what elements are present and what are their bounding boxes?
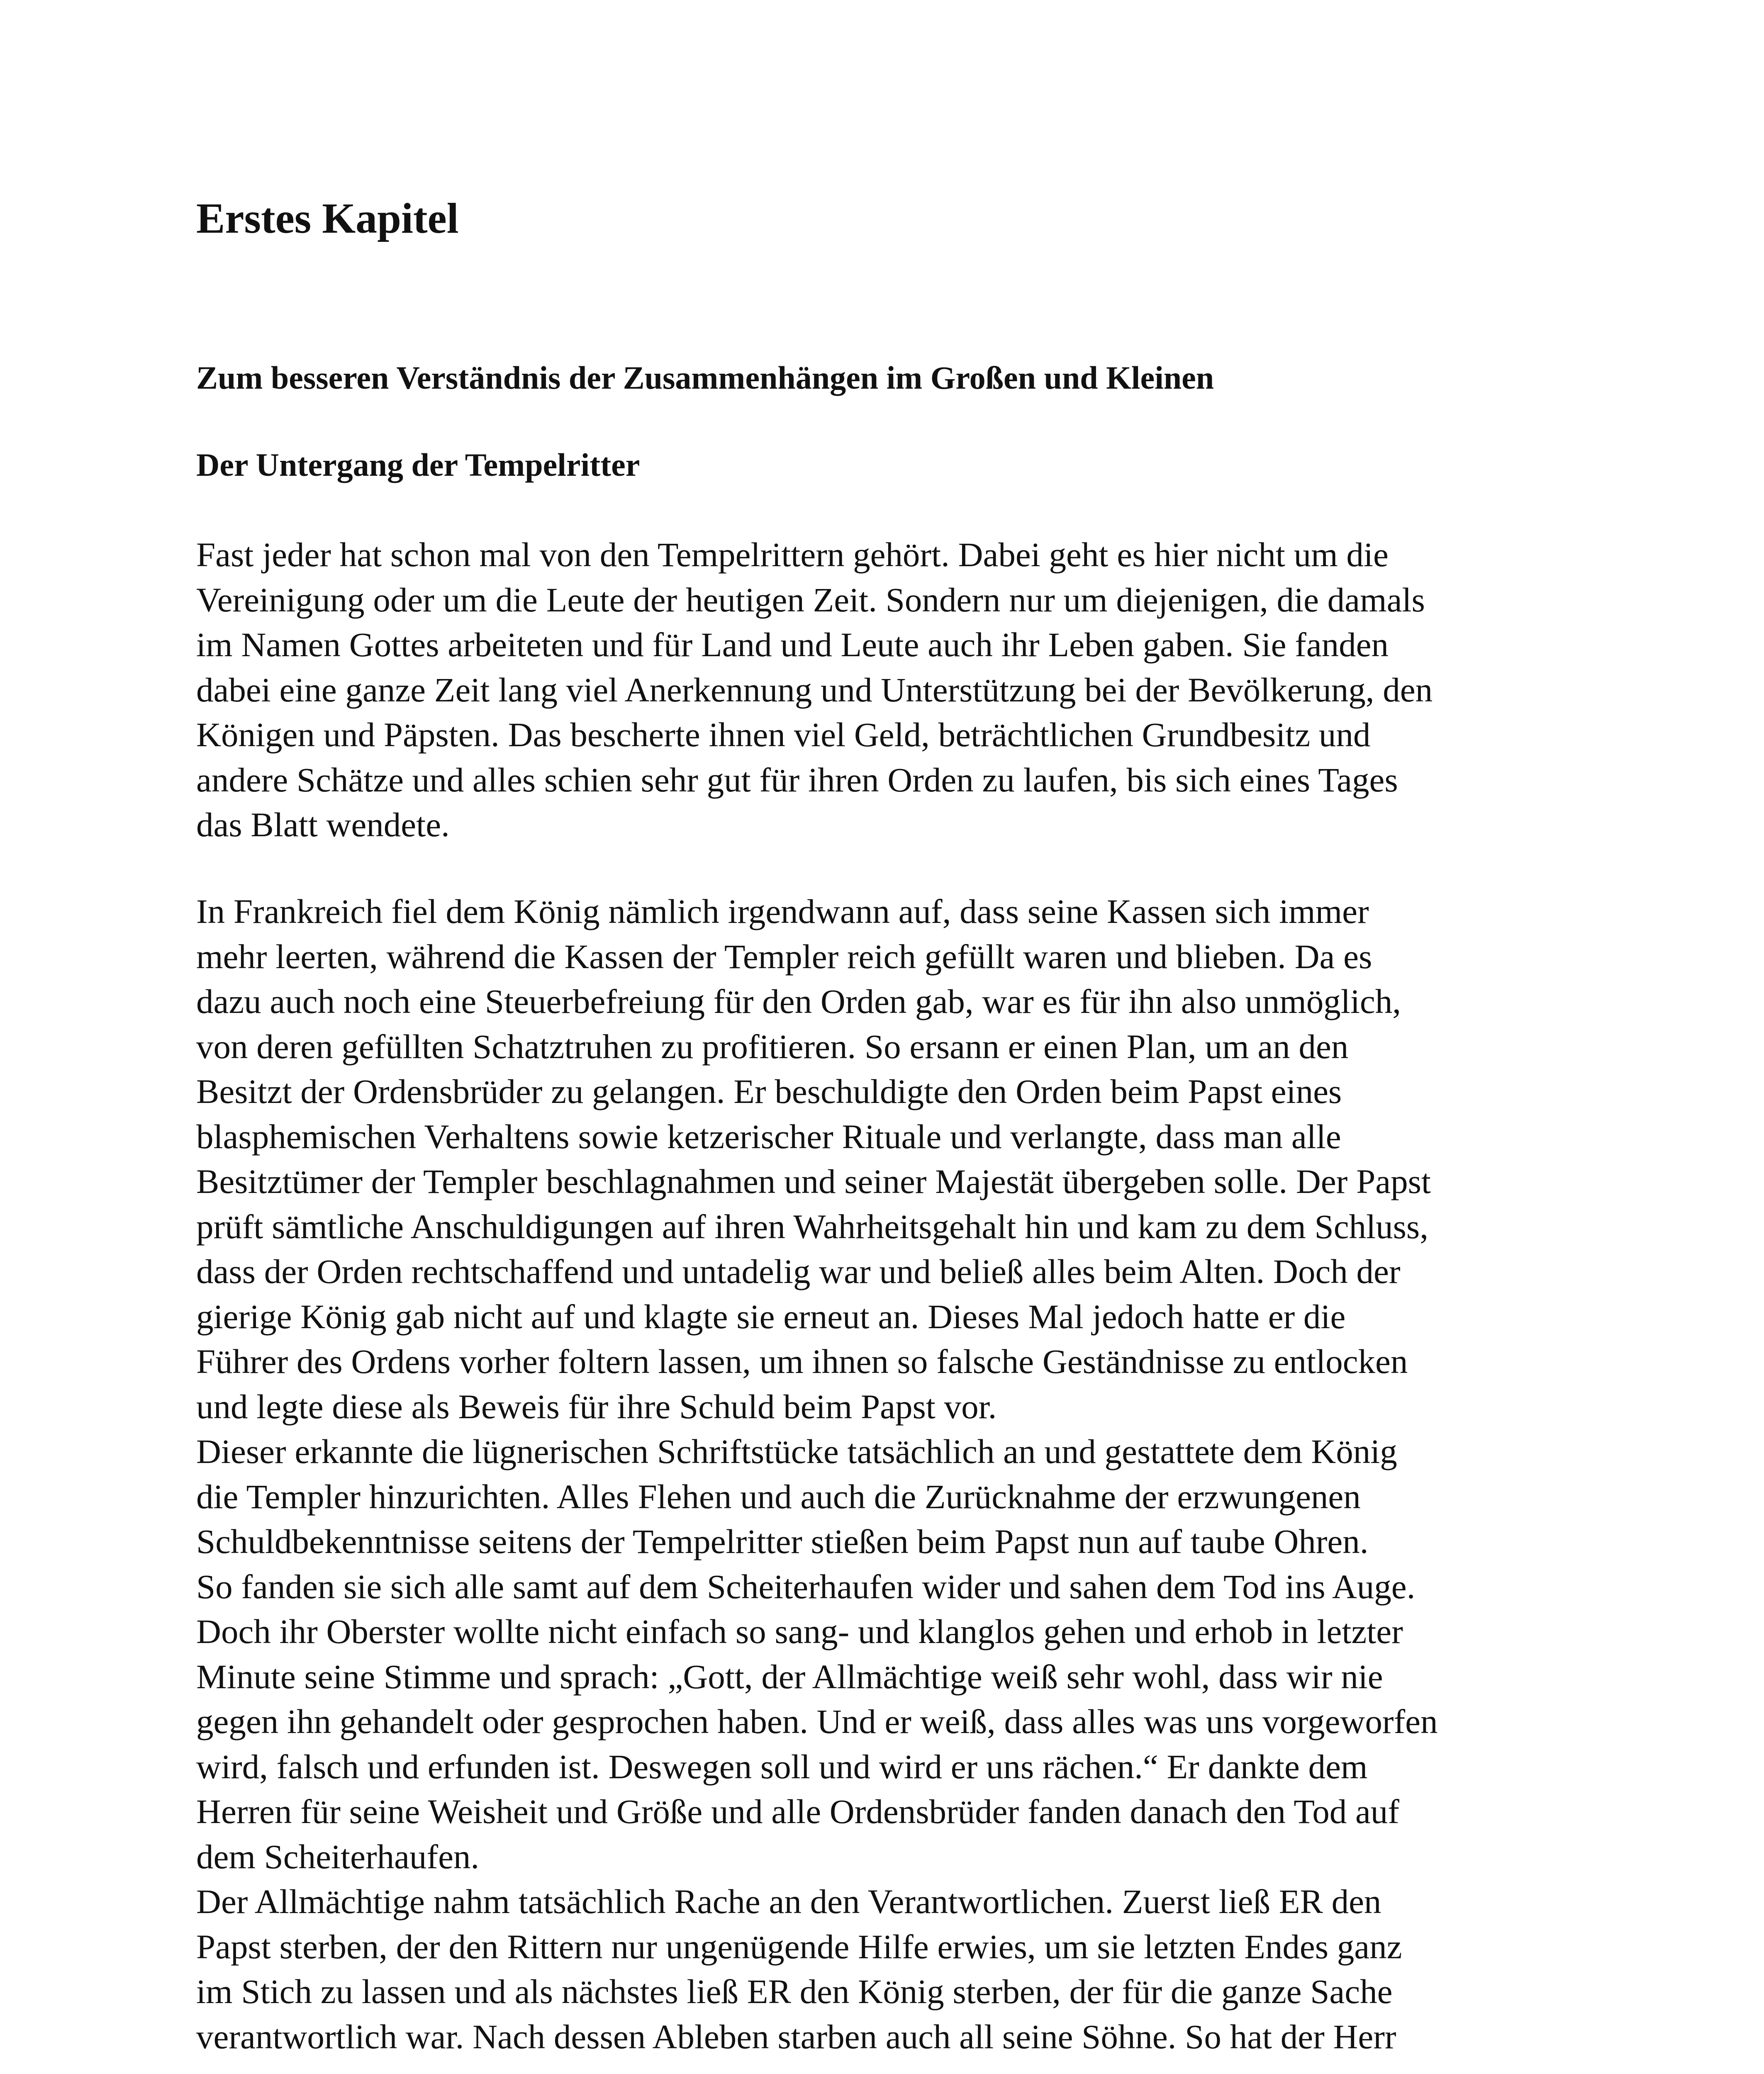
text-line: Der Allmächtige nahm tatsächlich Rache an den Verantwortlichen. Zuerst ließ ER den — [196, 1882, 1381, 1921]
text-line: von deren gefüllten Schatztruhen zu profitieren. So ersann er einen Plan, um an den — [196, 1027, 1349, 1066]
text-line: Papst sterben, der den Rittern nur ungenügende Hilfe erwies, um sie letzten Endes ganz — [196, 1927, 1402, 1966]
paragraph-1 — [196, 532, 1433, 847]
text-line: In Frankreich fiel dem König nämlich irgendwann auf, dass seine Kassen sich immer — [196, 892, 1369, 930]
text-line: im Stich zu lassen und als nächstes ließ ER den König sterben, der für die ganze Sache — [196, 1972, 1393, 2011]
section-heading: Der Untergang der Tempelritter — [196, 447, 640, 483]
text-line: gegen ihn gehandelt oder gesprochen haben. Und er weiß, dass alles was uns vorgeworfen — [196, 1702, 1438, 1741]
text-line: blasphemischen Verhaltens sowie ketzerischer Rituale und verlangte, dass man alle — [196, 1117, 1341, 1156]
chapter-title: Erstes Kapitel — [196, 195, 459, 242]
paragraph-2 — [196, 889, 1438, 2059]
text-line: Minute seine Stimme und sprach: „Gott, der Allmächtige weiß sehr wohl, dass wir nie — [196, 1657, 1383, 1696]
text-line: Schuldbekenntnisse seitens der Tempelritter stießen beim Papst nun auf taube Ohren. — [196, 1522, 1369, 1560]
text-line: verantwortlich war. Nach dessen Ableben starben auch all seine Söhne. So hat der Herr — [196, 2017, 1396, 2056]
text-line: prüft sämtliche Anschuldigungen auf ihren Wahrheitsgehalt hin und kam zu dem Schluss, — [196, 1207, 1428, 1246]
text-line: und legte diese als Beweis für ihre Schuld beim Papst vor. — [196, 1387, 997, 1426]
text-line: Dieser erkannte die lügnerischen Schriftstücke tatsächlich an und gestattete dem König — [196, 1432, 1397, 1470]
section-subtitle: Zum besseren Verständnis der Zusammenhängen im Großen und Kleinen — [196, 360, 1214, 396]
text-line: gierige König gab nicht auf und klagte sie erneut an. Dieses Mal jedoch hatte er die — [196, 1297, 1346, 1336]
text-line: Fast jeder hat schon mal von den Tempelrittern gehört. Dabei geht es hier nicht um die — [196, 536, 1389, 574]
text-line: im Namen Gottes arbeiteten und für Land und Leute auch ihr Leben gaben. Sie fanden — [196, 626, 1389, 664]
text-line: Doch ihr Oberster wollte nicht einfach so sang- und klanglos gehen und erhob in letzter — [196, 1612, 1403, 1650]
text-line: das Blatt wendete. — [196, 806, 450, 844]
text-line: mehr leerten, während die Kassen der Templer reich gefüllt waren und blieben. Da es — [196, 937, 1372, 976]
text-line: dass der Orden rechtschaffend und untadelig war und beließ alles beim Alten. Doch der — [196, 1252, 1401, 1290]
text-line: dabei eine ganze Zeit lang viel Anerkennung und Unterstützung bei der Bevölkerung, den — [196, 670, 1433, 709]
text-line: Königen und Päpsten. Das bescherte ihnen viel Geld, beträchtlichen Grundbesitz und — [196, 716, 1371, 754]
text-line: Besitzt der Ordensbrüder zu gelangen. Er beschuldigte den Orden beim Papst eines — [196, 1072, 1342, 1110]
text-line: andere Schätze und alles schien sehr gut für ihren Orden zu laufen, bis sich eines Tages — [196, 760, 1398, 799]
text-line: dazu auch noch eine Steuerbefreiung für den Orden gab, war es für ihn also unmöglich, — [196, 982, 1401, 1020]
text-line: Herren für seine Weisheit und Größe und alle Ordensbrüder fanden danach den Tod auf — [196, 1792, 1399, 1831]
text-line: Besitztümer der Templer beschlagnahmen und seiner Majestät übergeben solle. Der Papst — [196, 1162, 1431, 1200]
text-line: wird, falsch und erfunden ist. Deswegen soll und wird er uns rächen.“ Er dankte dem — [196, 1747, 1368, 1786]
text-line: Vereinigung oder um die Leute der heutigen Zeit. Sondern nur um diejenigen, die damals — [196, 580, 1425, 619]
text-line: die Templer hinzurichten. Alles Flehen und auch die Zurücknahme der erzwungenen — [196, 1477, 1361, 1516]
text-line: Führer des Ordens vorher foltern lassen, um ihnen so falsche Geständnisse zu entlocken — [196, 1342, 1408, 1380]
text-line: dem Scheiterhaufen. — [196, 1837, 480, 1876]
text-line: So fanden sie sich alle samt auf dem Scheiterhaufen wider und sahen dem Tod ins Auge. — [196, 1567, 1416, 1606]
